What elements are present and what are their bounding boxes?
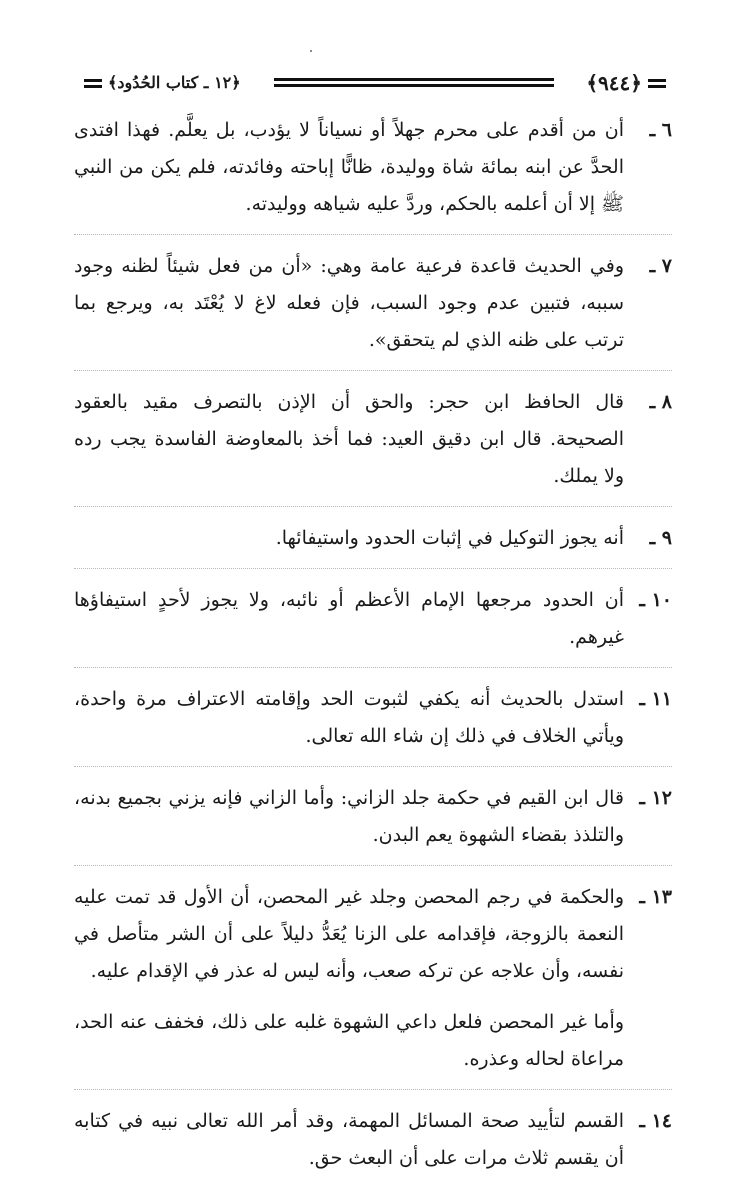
item-number: ٩ ـ: [649, 527, 672, 549]
header-rule: [274, 78, 554, 90]
list-item: [74, 520, 672, 569]
running-header: [84, 68, 666, 98]
header-ornament-right: [648, 76, 666, 91]
item-paragraph: أن من أقدم على محرم جهلاً أو نسياناً لا يؤدب، بل يعلَّم. فهذا افتدى الحدَّ عن ابنه بمائة شاة ووليدة، ظانًّا إباحته وفائدته، فلم يكن من النبي ﷺ إلا أن أعلمه بالحكم، وردَّ عليه شياهه ووليدته.: [74, 119, 624, 215]
item-number: ١١ ـ: [639, 688, 672, 710]
item-paragraph: قال الحافظ ابن حجر: والحق أن الإذن بالتصرف مقيد بالعقود الصحيحة. قال ابن دقيق العيد: فما أخذ بالمعاوضة الفاسدة يجب رده ولا يملك.: [74, 391, 624, 487]
item-paragraph: استدل بالحديث أنه يكفي لثبوت الحد وإقامته الاعتراف مرة واحدة، ويأتي الخلاف في ذلك إن شاء الله تعالى.: [74, 688, 624, 747]
item-paragraph: وفي الحديث قاعدة فرعية عامة وهي: «أن من فعل شيئاً لظنه وجود سببه، فتبين عدم وجود السبب، فإن فعله لاغ لا يُعْتَد به، ويرجع بما ترتب على ظنه الذي لم يتحقق».: [74, 255, 624, 351]
list-item: [74, 248, 672, 371]
item-number: ١٤ ـ: [639, 1110, 672, 1132]
numbered-list: [74, 112, 672, 1202]
section-title: ﴿١٢ ـ كتاب الحُدُود﴾: [108, 73, 241, 92]
item-number: ٧ ـ: [649, 255, 672, 277]
item-number: ١٢ ـ: [639, 787, 672, 809]
page-number-group: [586, 68, 666, 98]
list-item: [74, 780, 672, 866]
header-ornament-left: [84, 76, 102, 91]
scan-speck: [310, 50, 312, 52]
item-number: ٦ ـ: [649, 119, 672, 141]
list-item: [74, 582, 672, 668]
section-title-group: [84, 68, 241, 98]
item-paragraph: قال ابن القيم في حكمة جلد الزاني: وأما الزاني فإنه يزني بجميع بدنه، والتلذذ بقضاء الشهوة يعم البدن.: [74, 787, 624, 846]
list-item: [74, 681, 672, 767]
item-paragraph: والحكمة في رجم المحصن وجلد غير المحصن، أن الأول قد تمت عليه النعمة بالزوجة، فإقدامه على الزنا يُعَدُّ دليلاً على أن الشر متأصل في نفسه، وأن علاجه عن تركه صعب، وأنه ليس له عذر في الإقدام عليه.: [74, 886, 624, 982]
list-item: [74, 384, 672, 507]
item-paragraph: القسم لتأييد صحة المسائل المهمة، وقد أمر الله تعالى نبيه في كتابه أن يقسم ثلاث مرات على أن البعث حق.: [74, 1110, 624, 1169]
item-number: ٨ ـ: [649, 391, 672, 413]
item-number: ١٣ ـ: [639, 886, 672, 908]
page-number: ﴿٩٤٤﴾: [586, 71, 642, 95]
item-paragraph: وأما غير المحصن فلعل داعي الشهوة غلبه على ذلك، فخفف عنه الحد، مراعاة لحاله وعذره.: [74, 1011, 624, 1070]
list-item: [74, 112, 672, 235]
item-number: ١٠ ـ: [639, 589, 672, 611]
item-paragraph: أن الحدود مرجعها الإمام الأعظم أو نائبه، ولا يجوز لأحدٍ استيفاؤها غيرهم.: [74, 589, 624, 648]
list-item: [74, 879, 672, 1090]
item-paragraph: أنه يجوز التوكيل في إثبات الحدود واستيفائها.: [275, 527, 624, 549]
